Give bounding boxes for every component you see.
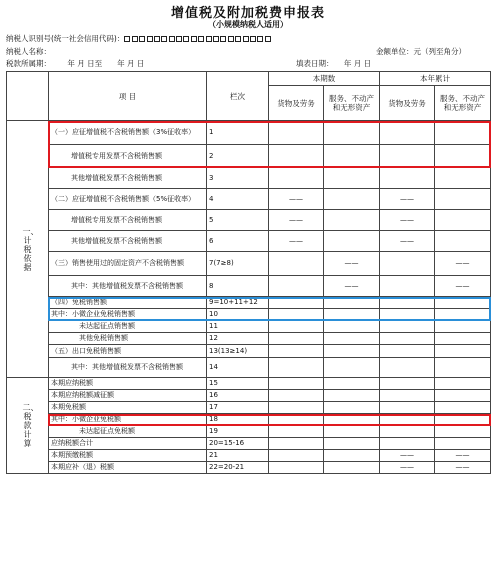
- fill-date-value[interactable]: 年 月 日: [343, 59, 372, 68]
- value-cell[interactable]: [324, 402, 380, 414]
- id-digit-box[interactable]: [206, 36, 212, 42]
- value-cell: ——: [435, 450, 491, 462]
- id-digit-box[interactable]: [176, 36, 182, 42]
- unit-label: 金额单位：元（列至角分）: [376, 47, 466, 56]
- row-line-number: 5: [207, 210, 269, 231]
- value-cell[interactable]: [435, 297, 491, 309]
- row-label: 本期预缴税额: [49, 450, 207, 462]
- value-cell[interactable]: [324, 462, 380, 474]
- value-cell[interactable]: [435, 231, 491, 252]
- column-line: 栏次: [207, 72, 269, 121]
- form-subtitle: （小规模纳税人适用）: [208, 20, 288, 29]
- period-value[interactable]: 年 月 日至 年 月 日: [67, 59, 145, 68]
- value-cell[interactable]: [380, 358, 435, 378]
- table-row: [7, 252, 491, 276]
- row-label: 增值税专用发票不含税销售额: [49, 145, 207, 168]
- table-row: [7, 333, 491, 345]
- row-line-number: 7(7≥8): [207, 252, 269, 276]
- value-cell[interactable]: [435, 426, 491, 438]
- id-digit-box[interactable]: [220, 36, 226, 42]
- value-cell[interactable]: [269, 414, 324, 426]
- value-cell[interactable]: [435, 168, 491, 189]
- value-cell[interactable]: [380, 321, 435, 333]
- id-digit-box[interactable]: [198, 36, 204, 42]
- row-line-number: 10: [207, 309, 269, 321]
- value-cell[interactable]: [380, 121, 435, 145]
- value-cell[interactable]: [324, 438, 380, 450]
- value-cell[interactable]: [269, 438, 324, 450]
- row-line-number: 1: [207, 121, 269, 145]
- taxpayer-id-row: [6, 33, 272, 44]
- value-cell[interactable]: [380, 309, 435, 321]
- value-cell[interactable]: [269, 333, 324, 345]
- value-cell: ——: [380, 462, 435, 474]
- value-cell[interactable]: [380, 276, 435, 297]
- column-current: 本期数: [269, 72, 380, 86]
- row-line-number: 11: [207, 321, 269, 333]
- value-cell[interactable]: [269, 297, 324, 309]
- row-line-number: 4: [207, 189, 269, 210]
- id-digit-box[interactable]: [235, 36, 241, 42]
- section-calc-basis: [7, 121, 49, 378]
- value-cell[interactable]: [380, 414, 435, 426]
- value-cell[interactable]: [324, 414, 380, 426]
- value-cell[interactable]: [324, 121, 380, 145]
- row-line-number: 9=10+11+12: [207, 297, 269, 309]
- value-cell: ——: [324, 252, 380, 276]
- value-cell[interactable]: [380, 168, 435, 189]
- table-row: [7, 309, 491, 321]
- row-label: （二）应征增值税不含税销售额（5%征收率）: [49, 189, 207, 210]
- id-digit-box[interactable]: [132, 36, 138, 42]
- row-label: 本期应补（退）税额: [49, 462, 207, 474]
- id-digit-box[interactable]: [243, 36, 249, 42]
- value-cell[interactable]: [324, 297, 380, 309]
- id-digit-box[interactable]: [147, 36, 153, 42]
- value-cell[interactable]: [435, 402, 491, 414]
- table-row: [7, 321, 491, 333]
- row-label: 其中：其他增值税发票不含税销售额: [49, 358, 207, 378]
- table-row: [7, 345, 491, 358]
- row-line-number: 19: [207, 426, 269, 438]
- value-cell[interactable]: [435, 189, 491, 210]
- column-services: 服务、不动产和无形资产: [435, 86, 491, 121]
- header-row-1: [7, 72, 491, 86]
- value-cell[interactable]: [269, 121, 324, 145]
- fill-date-label: 填表日期：: [296, 59, 334, 68]
- value-cell[interactable]: [269, 321, 324, 333]
- value-cell: ——: [380, 231, 435, 252]
- table-row: [7, 168, 491, 189]
- header-blank: [7, 72, 49, 121]
- value-cell[interactable]: [324, 145, 380, 168]
- value-cell[interactable]: [269, 276, 324, 297]
- table-row: [7, 358, 491, 378]
- id-digit-box[interactable]: [161, 36, 167, 42]
- value-cell[interactable]: [324, 450, 380, 462]
- id-digit-box[interactable]: [213, 36, 219, 42]
- value-cell[interactable]: [380, 438, 435, 450]
- value-cell: ——: [435, 252, 491, 276]
- id-digit-box[interactable]: [124, 36, 130, 42]
- id-digit-box[interactable]: [257, 36, 263, 42]
- column-services: 服务、不动产和无形资产: [324, 86, 380, 121]
- value-cell[interactable]: [435, 145, 491, 168]
- value-cell[interactable]: [269, 168, 324, 189]
- column-project: 项 目: [49, 72, 207, 121]
- table-row: [7, 231, 491, 252]
- period-label: 税款所属期：: [6, 59, 51, 68]
- value-cell[interactable]: [324, 189, 380, 210]
- value-cell[interactable]: [435, 309, 491, 321]
- value-cell[interactable]: [380, 378, 435, 390]
- value-cell[interactable]: [380, 333, 435, 345]
- value-cell[interactable]: [269, 426, 324, 438]
- value-cell: ——: [435, 462, 491, 474]
- taxpayer-id-label: 纳税人识别号(统一社会信用代码)：: [6, 34, 125, 43]
- row-label: 其中：其他增值税发票不含税销售额: [49, 276, 207, 297]
- value-cell[interactable]: [324, 390, 380, 402]
- value-cell[interactable]: [435, 414, 491, 426]
- value-cell[interactable]: [324, 426, 380, 438]
- value-cell[interactable]: [435, 210, 491, 231]
- id-digit-box[interactable]: [191, 36, 197, 42]
- table-row: [7, 402, 491, 414]
- row-line-number: 15: [207, 378, 269, 390]
- table-row: [7, 276, 491, 297]
- table-row: [7, 210, 491, 231]
- value-cell[interactable]: [435, 121, 491, 145]
- value-cell[interactable]: [324, 345, 380, 358]
- id-digit-box[interactable]: [139, 36, 145, 42]
- value-cell: ——: [435, 276, 491, 297]
- section-tax-label: 二、税款计算: [22, 403, 39, 448]
- table-row: [7, 145, 491, 168]
- row-label: 本期应纳税额减征额: [49, 390, 207, 402]
- row-line-number: 14: [207, 358, 269, 378]
- value-cell[interactable]: [380, 345, 435, 358]
- row-line-number: 6: [207, 231, 269, 252]
- row-label: （四）免税销售额: [49, 297, 207, 309]
- table-row: [7, 450, 491, 462]
- row-label: （三）销售使用过的固定资产不含税销售额: [49, 252, 207, 276]
- column-goods: 货物及劳务: [380, 86, 435, 121]
- value-cell[interactable]: [380, 402, 435, 414]
- row-line-number: 13(13≥14): [207, 345, 269, 358]
- value-cell[interactable]: [269, 450, 324, 462]
- value-cell[interactable]: [269, 390, 324, 402]
- value-cell: ——: [380, 189, 435, 210]
- row-line-number: 20=15-16: [207, 438, 269, 450]
- period-row: [6, 58, 144, 69]
- row-label: （五）出口免税销售额: [49, 345, 207, 358]
- row-line-number: 12: [207, 333, 269, 345]
- table-row: [7, 378, 491, 390]
- taxpayer-name-label: 纳税人名称：: [6, 47, 51, 56]
- value-cell[interactable]: [435, 345, 491, 358]
- row-line-number: 22=20-21: [207, 462, 269, 474]
- declaration-table: [6, 71, 491, 474]
- id-digit-box[interactable]: [169, 36, 175, 42]
- value-cell[interactable]: [269, 402, 324, 414]
- row-label: 未达起征点销售额: [49, 321, 207, 333]
- row-label: 未达起征点免税额: [49, 426, 207, 438]
- id-digit-box[interactable]: [183, 36, 189, 42]
- value-cell[interactable]: [269, 462, 324, 474]
- value-cell[interactable]: [324, 231, 380, 252]
- table-row: [7, 297, 491, 309]
- value-cell[interactable]: [380, 145, 435, 168]
- row-label: （一）应征增值税不含税销售额（3%征收率）: [49, 121, 207, 145]
- value-cell[interactable]: [380, 390, 435, 402]
- value-cell: ——: [269, 189, 324, 210]
- row-line-number: 2: [207, 145, 269, 168]
- column-goods: 货物及劳务: [269, 86, 324, 121]
- value-cell: ——: [269, 210, 324, 231]
- value-cell: ——: [269, 231, 324, 252]
- table-row: [7, 189, 491, 210]
- value-cell: ——: [324, 276, 380, 297]
- row-label: 其他增值税发票不含税销售额: [49, 231, 207, 252]
- row-line-number: 17: [207, 402, 269, 414]
- row-label: 应纳税额合计: [49, 438, 207, 450]
- value-cell[interactable]: [269, 309, 324, 321]
- table-row: [7, 438, 491, 450]
- row-line-number: 16: [207, 390, 269, 402]
- value-cell[interactable]: [324, 321, 380, 333]
- value-cell[interactable]: [324, 168, 380, 189]
- table-row: [7, 121, 491, 145]
- row-label: 本期应纳税额: [49, 378, 207, 390]
- value-cell[interactable]: [435, 358, 491, 378]
- value-cell[interactable]: [269, 345, 324, 358]
- value-cell[interactable]: [435, 333, 491, 345]
- value-cell[interactable]: [269, 378, 324, 390]
- fill-date-row: [296, 58, 371, 69]
- value-cell: ——: [380, 210, 435, 231]
- section-tax-calc: [7, 378, 49, 474]
- value-cell[interactable]: [324, 210, 380, 231]
- value-cell[interactable]: [435, 378, 491, 390]
- value-cell[interactable]: [269, 358, 324, 378]
- form-title: 增值税及附加税费申报表: [170, 6, 325, 21]
- value-cell[interactable]: [435, 438, 491, 450]
- value-cell[interactable]: [324, 378, 380, 390]
- value-cell[interactable]: [435, 321, 491, 333]
- table-row: [7, 414, 491, 426]
- row-line-number: 18: [207, 414, 269, 426]
- row-line-number: 3: [207, 168, 269, 189]
- value-cell[interactable]: [269, 252, 324, 276]
- row-label: 其中：小微企业免税额: [49, 414, 207, 426]
- row-line-number: 8: [207, 276, 269, 297]
- id-digit-box[interactable]: [265, 36, 271, 42]
- id-digit-box[interactable]: [228, 36, 234, 42]
- row-label: 其中：小微企业免税销售额: [49, 309, 207, 321]
- id-digit-box[interactable]: [250, 36, 256, 42]
- row-label: 本期免税额: [49, 402, 207, 414]
- value-cell[interactable]: [324, 333, 380, 345]
- value-cell[interactable]: [324, 309, 380, 321]
- row-label: 其他增值税发票不含税销售额: [49, 168, 207, 189]
- value-cell[interactable]: [269, 145, 324, 168]
- row-label: 增值税专用发票不含税销售额: [49, 210, 207, 231]
- taxpayer-id-boxes[interactable]: [124, 34, 272, 43]
- value-cell[interactable]: [324, 358, 380, 378]
- table-row: [7, 426, 491, 438]
- table-row: [7, 390, 491, 402]
- table-row: [7, 462, 491, 474]
- value-cell[interactable]: [380, 252, 435, 276]
- value-cell[interactable]: [435, 390, 491, 402]
- row-line-number: 21: [207, 450, 269, 462]
- id-digit-box[interactable]: [154, 36, 160, 42]
- section-calc-label: 一、计税依据: [22, 226, 39, 272]
- row-label: 其他免税销售额: [49, 333, 207, 345]
- column-cumulative: 本年累计: [380, 72, 491, 86]
- value-cell: ——: [380, 450, 435, 462]
- value-cell[interactable]: [380, 297, 435, 309]
- value-cell[interactable]: [380, 426, 435, 438]
